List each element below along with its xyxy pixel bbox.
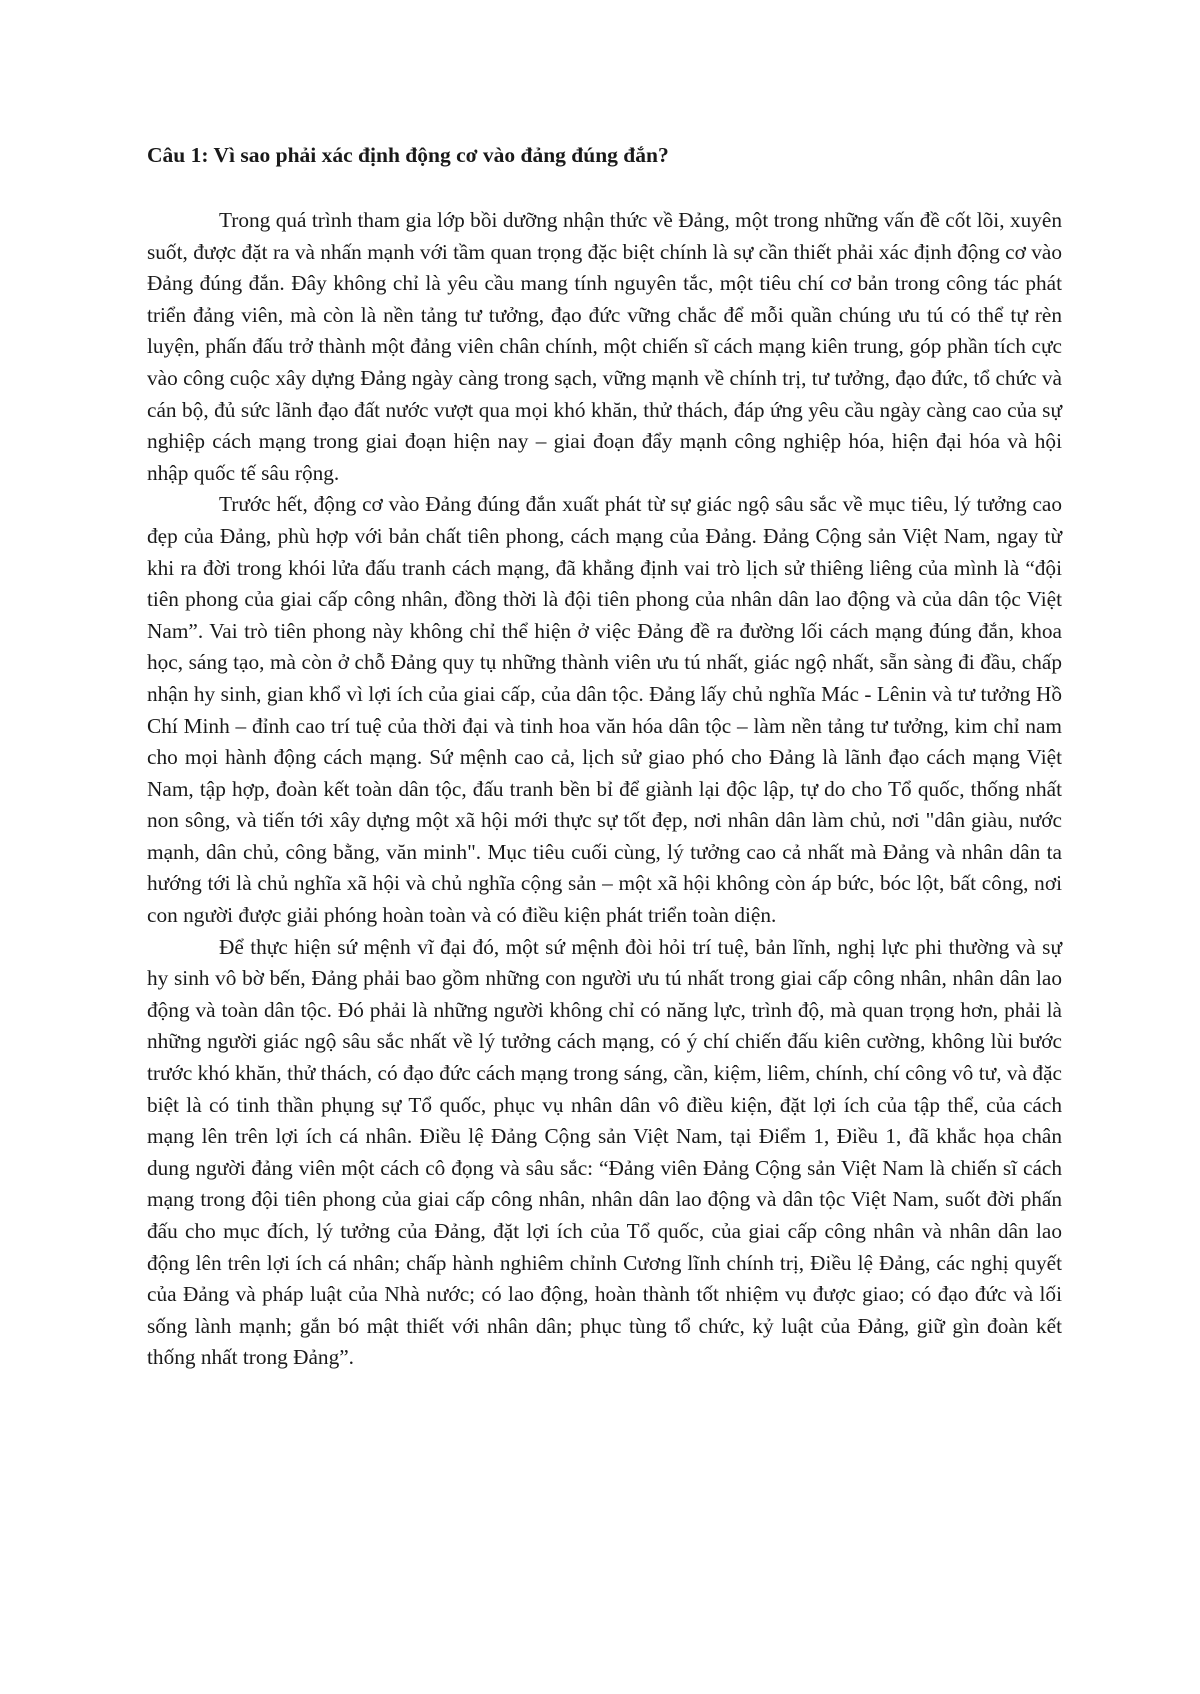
- paragraph-party-vanguard: Trước hết, động cơ vào Đảng đúng đắn xuất phát từ sự giác ngộ sâu sắc về mục tiêu, lý tưởng cao đẹp của Đảng, phù hợp với bản chất tiên phong, cách mạng của Đảng. Đảng Cộng sản Việt Nam, ngay từ khi ra đời trong khói lửa đấu tranh cách mạng, đã khẳng định vai trò lịch sử thiêng liêng của mình là “đội tiên phong của giai cấp công nhân, đồng thời là đội tiên phong của nhân dân lao động và của dân tộc Việt Nam”. Vai trò tiên phong này không chỉ thể hiện ở việc Đảng đề ra đường lối cách mạng đúng đắn, khoa học, sáng tạo, mà còn ở chỗ Đảng quy tụ những thành viên ưu tú nhất, giác ngộ nhất, sẵn sàng đi đầu, chấp nhận hy sinh, gian khổ vì lợi ích của giai cấp, của dân tộc. Đảng lấy chủ nghĩa Mác - Lênin và tư tưởng Hồ Chí Minh – đỉnh cao trí tuệ của thời đại và tinh hoa văn hóa dân tộc – làm nền tảng tư tưởng, kim chỉ nam cho mọi hành động cách mạng. Sứ mệnh cao cả, lịch sử giao phó cho Đảng là lãnh đạo cách mạng Việt Nam, tập hợp, đoàn kết toàn dân tộc, đấu tranh bền bỉ để giành lại độc lập, tự do cho Tổ quốc, thống nhất non sông, và tiến tới xây dựng một xã hội mới thực sự tốt đẹp, nơi nhân dân làm chủ, nơi "dân giàu, nước mạnh, dân chủ, công bằng, văn minh". Mục tiêu cuối cùng, lý tưởng cao cả nhất mà Đảng và nhân dân ta hướng tới là chủ nghĩa xã hội và chủ nghĩa cộng sản – một xã hội không còn áp bức, bóc lột, bất công, nơi con người được giải phóng hoàn toàn và có điều kiện phát triển toàn diện.: [147, 492, 1062, 928]
- paragraph-intro: Trong quá trình tham gia lớp bồi dưỡng nhận thức về Đảng, một trong những vấn đề cốt lõi, xuyên suốt, được đặt ra và nhấn mạnh với tầm quan trọng đặc biệt chính là sự cần thiết phải xác định động cơ vào Đảng đúng đắn. Đây không chỉ là yêu cầu mang tính nguyên tắc, một tiêu chí cơ bản trong công tác phát triển đảng viên, mà còn là nền tảng tư tưởng, đạo đức vững chắc để mỗi quần chúng ưu tú có thể tự rèn luyện, phấn đấu trở thành một đảng viên chân chính, một chiến sĩ cách mạng kiên trung, góp phần tích cực vào công cuộc xây dựng Đảng ngày càng trong sạch, vững mạnh về chính trị, tư tưởng, đạo đức, tổ chức và cán bộ, đủ sức lãnh đạo đất nước vượt qua mọi khó khăn, thử thách, đáp ứng yêu cầu ngày càng cao của sự nghiệp cách mạng trong giai đoạn hiện nay – giai đoạn đẩy mạnh công nghiệp hóa, hiện đại hóa và hội nhập quốc tế sâu rộng.: [147, 208, 1062, 485]
- paragraph-party-member: Để thực hiện sứ mệnh vĩ đại đó, một sứ mệnh đòi hỏi trí tuệ, bản lĩnh, nghị lực phi thường và sự hy sinh vô bờ bến, Đảng phải bao gồm những con người ưu tú nhất trong giai cấp công nhân, nhân dân lao động và toàn dân tộc. Đó phải là những người không chỉ có năng lực, trình độ, mà quan trọng hơn, phải là những người giác ngộ sâu sắc nhất về lý tưởng cách mạng, có ý chí chiến đấu kiên cường, không lùi bước trước khó khăn, thử thách, có đạo đức cách mạng trong sáng, cần, kiệm, liêm, chính, chí công vô tư, và đặc biệt là có tinh thần phụng sự Tổ quốc, phục vụ nhân dân vô điều kiện, đặt lợi ích của tập thể, của cách mạng lên trên lợi ích cá nhân. Điều lệ Đảng Cộng sản Việt Nam, tại Điểm 1, Điều 1, đã khắc họa chân dung người đảng viên một cách cô đọng và sâu sắc: “Đảng viên Đảng Cộng sản Việt Nam là chiến sĩ cách mạng trong đội tiên phong của giai cấp công nhân, nhân dân lao động và dân tộc Việt Nam, suốt đời phấn đấu cho mục đích, lý tưởng của Đảng, đặt lợi ích của Tổ quốc, của giai cấp công nhân và nhân dân lao động lên trên lợi ích cá nhân; chấp hành nghiêm chỉnh Cương lĩnh chính trị, Điều lệ Đảng, các nghị quyết của Đảng và pháp luật của Nhà nước; có lao động, hoàn thành tốt nhiệm vụ được giao; có đạo đức và lối sống lành mạnh; gắn bó mật thiết với nhân dân; phục tùng tổ chức, kỷ luật của Đảng, giữ gìn đoàn kết thống nhất trong Đảng”.: [147, 934, 1062, 1370]
- document-body: [147, 140, 1062, 1374]
- question-title: Câu 1: Vì sao phải xác định động cơ vào đảng đúng đắn?: [147, 143, 669, 167]
